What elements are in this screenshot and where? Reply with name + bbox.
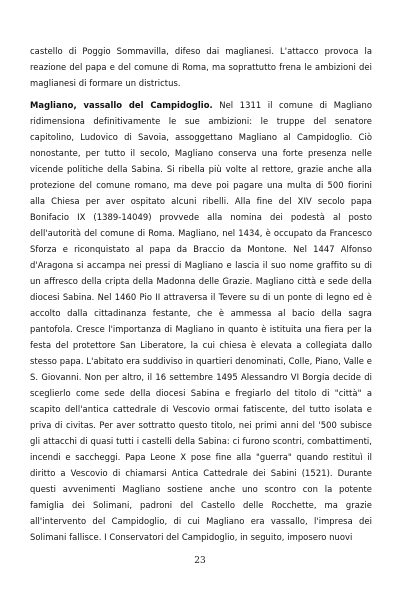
paragraph-continuation: castello di Poggio Sommavilla, difeso dai maglianesi. L'attacco provoca la reazione del papa e del comune di Roma, ma soprattutto frena le ambizioni dei maglianesi di formare un districtus. xyxy=(30,46,372,88)
page-number: 23 xyxy=(194,556,206,566)
page-body xyxy=(30,43,372,545)
paragraph-magliano-vassallo xyxy=(30,97,372,545)
paragraph-text: Nel 1311 il comune di Magliano ridimensiona definitivamente le sue ambizioni: le truppe del senatore capitolino, Ludovico di Savoia, assoggettano Magliano al Campidoglio. Ciò nonostante, per tutto il secolo, Magliano conserva una forte presenza nelle vicende politiche della Sabina. Si ribella più volte al rettore, grazie anche alla protezione del comune romano, ma deve poi pagare una multa di 500 fiorini alla Chiesa per aver ospitato alcuni ribelli. Alla fine del XIV secolo papa Bonifacio IX (1389-14049) provvede alla nomina dei podestà al posto dell'autorità del comune di Roma. Magliano, nel 1434, è occupato da Francesco Sforza e riconquistato al papa da Braccio da Montone. Nel 1447 Alfonso d'Aragona si accampa nei pressi di Magliano e lascia il suo nome graffito su di un affresco della cripta della Madonna delle Grazie. Magliano città e sede della diocesi Sabina. Nel 1460 Pio II attraversa il Tevere su di un ponte di legno ed è accolto dalla cittadinanza festante, che è ammessa al bacio della sagra pantofola. Cresce l'importanza di Magliano in quanto è istituita una fiera per la festa del protettore San Liberatore, la cui chiesa è elevata a collegiata dallo stesso papa. L'abitato era suddiviso in quartieri denominati, Colle, Piano, Valle e S. Giovanni. Non per altro, il 16 settembre 1495 Alessandro VI Borgia decide di sceglierlo come sede della diocesi Sabina e fregiarlo del titolo di "città" a scapito dell'antica cattedrale di Vescovio ormai fatiscente, del tutto isolata e priva di civitas. Per aver sottratto questo titolo, nei primi anni del '500 subisce gli attacchi di quasi tutti i castelli della Sabina: ci furono scontri, combattimenti, incendi e saccheggi. Papa Leone X pose fine alla "guerra" quando restituì il diritto a Vescovio di chiamarsi Antica Cattedrale dei Sabini (1521). Durante questi avvenimenti Magliano sostiene anche uno scontro con la potente famiglia dei Solimani, padroni del Castello delle Rocchette, ma grazie all'intervento del Campidoglio, di cui Magliano era vassallo, l'impresa dei Solimani fallisce. I Conservatori del Campidoglio, in seguito, imposero nuovi xyxy=(30,100,372,542)
section-heading: Magliano, vassallo del Campidoglio. xyxy=(30,100,213,110)
